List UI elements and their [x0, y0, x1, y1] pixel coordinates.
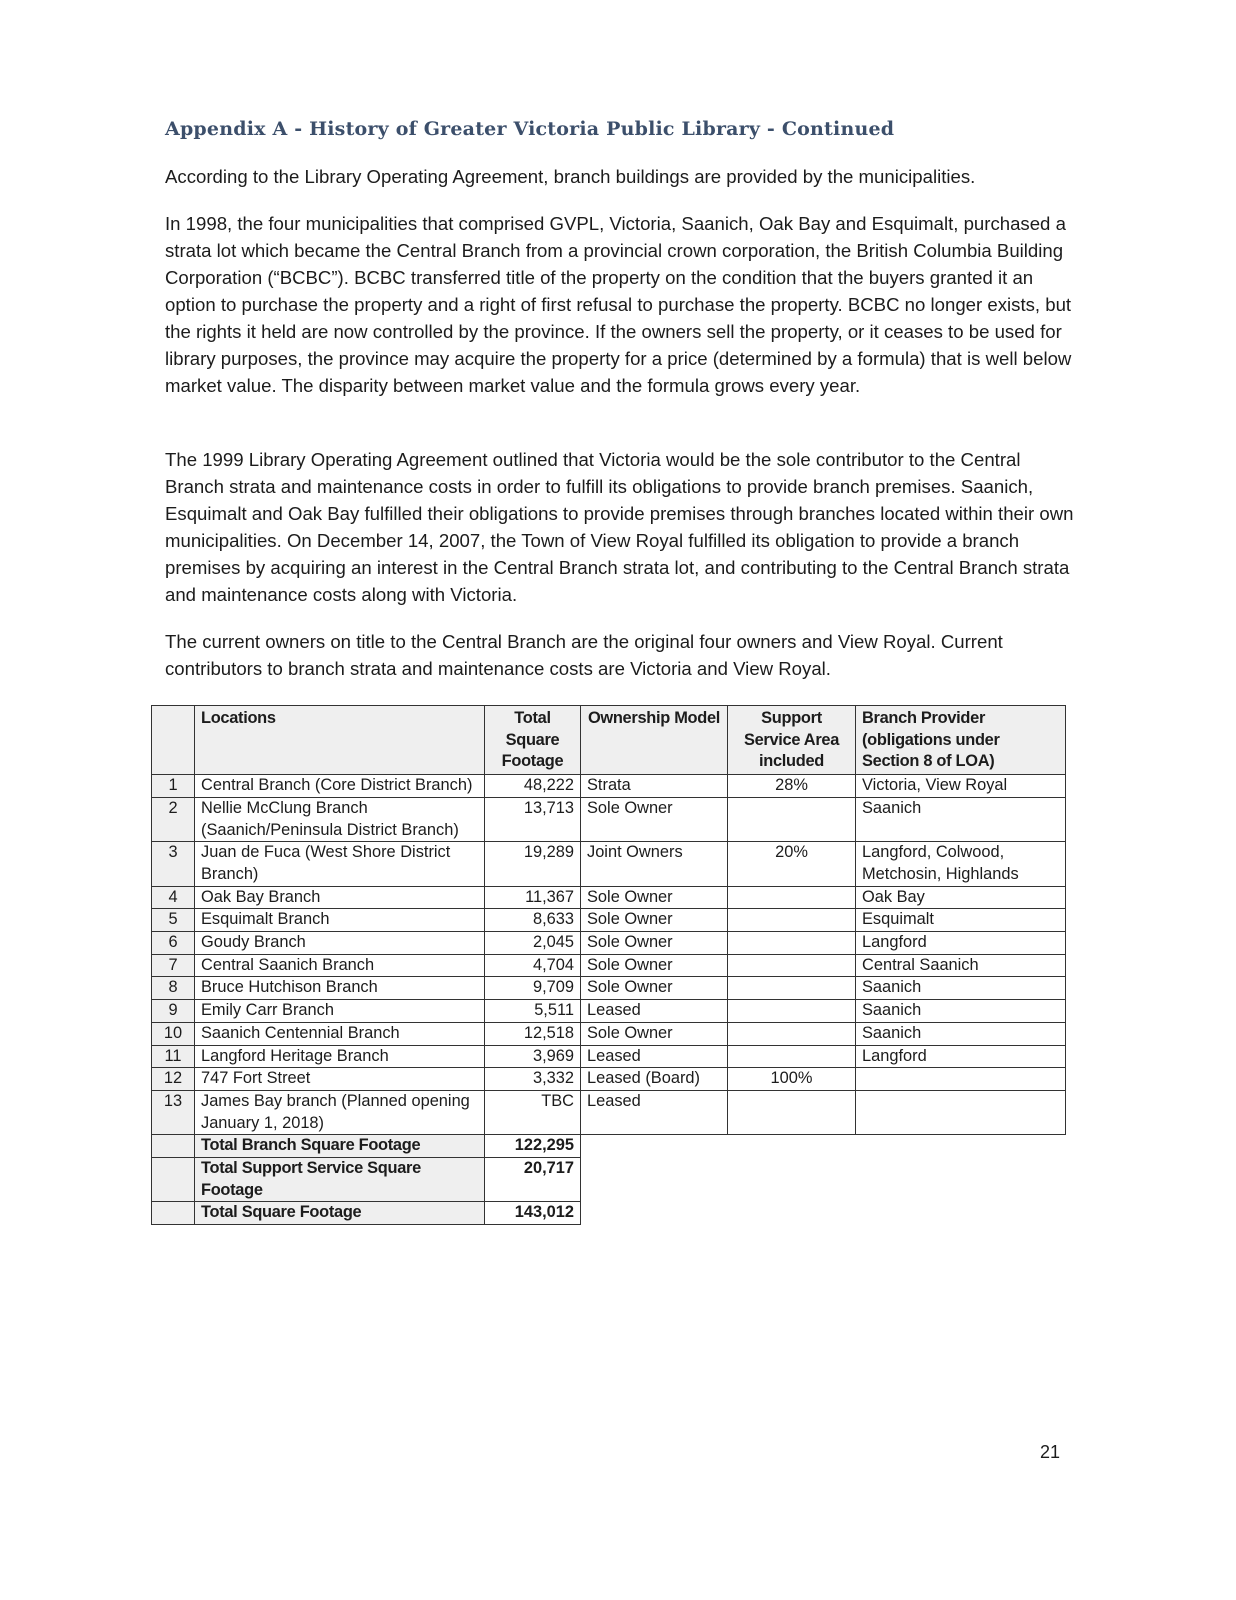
- row-number: 8: [152, 977, 195, 1000]
- table-row: [152, 954, 1066, 977]
- row-branch-provider: [856, 1090, 1066, 1134]
- paragraph-operating-agreement: The 1999 Library Operating Agreement outlined that Victoria would be the sole contributor to the Central Branch strata and maintenance costs in order to fulfill its obligations to provide branch premises. Saanich, Esquimalt and Oak Bay fulfilled their obligations to provide premises through branches located within their own municipalities. On December 14, 2007, the Town of View Royal fulfilled its obligation to provide a branch premises by acquiring an interest in the Central Branch strata lot, and contributing to the Central Branch strata and maintenance costs along with Victoria.: [165, 449, 1074, 605]
- table-row: [152, 886, 1066, 909]
- total-row-number: [152, 1158, 195, 1202]
- page-number: 21: [1040, 1442, 1061, 1462]
- row-square-footage: 3,969: [485, 1045, 581, 1068]
- row-location: Langford Heritage Branch: [195, 1045, 485, 1068]
- row-number: 6: [152, 932, 195, 955]
- row-branch-provider: Victoria, View Royal: [856, 775, 1066, 798]
- row-number: 13: [152, 1090, 195, 1134]
- row-location: Esquimalt Branch: [195, 909, 485, 932]
- row-square-footage: 4,704: [485, 954, 581, 977]
- total-value: 143,012: [485, 1202, 581, 1225]
- row-number: 5: [152, 909, 195, 932]
- table-body: [152, 775, 1066, 1225]
- row-ownership-model: Sole Owner: [581, 954, 728, 977]
- row-support-service-area: 100%: [728, 1068, 856, 1091]
- header-locations: Locations: [195, 706, 485, 775]
- row-location: Nellie McClung Branch (Saanich/Peninsula District Branch): [195, 797, 485, 841]
- total-value: 122,295: [485, 1135, 581, 1158]
- table-row: [152, 1022, 1066, 1045]
- paragraph-branch-buildings: According to the Library Operating Agreement, branch buildings are provided by the municipalities.: [165, 166, 976, 187]
- row-location: Emily Carr Branch: [195, 1000, 485, 1023]
- row-ownership-model: Joint Owners: [581, 842, 728, 886]
- row-ownership-model: Sole Owner: [581, 1022, 728, 1045]
- total-row: [152, 1158, 1066, 1202]
- table-row: [152, 977, 1066, 1000]
- table-row: [152, 1000, 1066, 1023]
- row-support-service-area: 20%: [728, 842, 856, 886]
- row-location: Juan de Fuca (West Shore District Branch): [195, 842, 485, 886]
- row-number: 10: [152, 1022, 195, 1045]
- row-location: Oak Bay Branch: [195, 886, 485, 909]
- row-number: 3: [152, 842, 195, 886]
- row-branch-provider: Langford: [856, 1045, 1066, 1068]
- row-ownership-model: Sole Owner: [581, 932, 728, 955]
- table-row: [152, 1045, 1066, 1068]
- row-number: 9: [152, 1000, 195, 1023]
- header-ownership-model: Ownership Model: [581, 706, 728, 775]
- row-number: 7: [152, 954, 195, 977]
- table-row: [152, 775, 1066, 798]
- row-square-footage: TBC: [485, 1090, 581, 1134]
- row-location: Saanich Centennial Branch: [195, 1022, 485, 1045]
- row-square-footage: 5,511: [485, 1000, 581, 1023]
- total-value: 20,717: [485, 1158, 581, 1202]
- row-square-footage: 11,367: [485, 886, 581, 909]
- row-ownership-model: Leased (Board): [581, 1068, 728, 1091]
- row-ownership-model: Leased: [581, 1090, 728, 1134]
- table-row: [152, 909, 1066, 932]
- total-row: [152, 1202, 1066, 1225]
- row-square-footage: 2,045: [485, 932, 581, 955]
- row-square-footage: 48,222: [485, 775, 581, 798]
- total-row-number: [152, 1202, 195, 1225]
- row-location: Bruce Hutchison Branch: [195, 977, 485, 1000]
- row-support-service-area: [728, 932, 856, 955]
- row-location: 747 Fort Street: [195, 1068, 485, 1091]
- row-support-service-area: [728, 1022, 856, 1045]
- table-row: [152, 932, 1066, 955]
- row-number: 11: [152, 1045, 195, 1068]
- row-ownership-model: Leased: [581, 1000, 728, 1023]
- row-ownership-model: Sole Owner: [581, 797, 728, 841]
- row-branch-provider: Oak Bay: [856, 886, 1066, 909]
- table-row: [152, 797, 1066, 841]
- row-support-service-area: [728, 954, 856, 977]
- row-location: Central Branch (Core District Branch): [195, 775, 485, 798]
- row-branch-provider: Esquimalt: [856, 909, 1066, 932]
- row-square-footage: 19,289: [485, 842, 581, 886]
- row-ownership-model: Leased: [581, 1045, 728, 1068]
- row-number: 12: [152, 1068, 195, 1091]
- row-number: 1: [152, 775, 195, 798]
- row-location: Central Saanich Branch: [195, 954, 485, 977]
- table-row: [152, 1090, 1066, 1134]
- row-support-service-area: [728, 977, 856, 1000]
- row-branch-provider: [856, 1068, 1066, 1091]
- row-number: 4: [152, 886, 195, 909]
- row-support-service-area: [728, 886, 856, 909]
- total-label: Total Support Service Square Footage: [195, 1158, 485, 1202]
- row-support-service-area: [728, 1000, 856, 1023]
- total-row-number: [152, 1135, 195, 1158]
- row-location: James Bay branch (Planned opening January 1, 2018): [195, 1090, 485, 1134]
- row-ownership-model: Sole Owner: [581, 909, 728, 932]
- paragraph-current-owners: The current owners on title to the Central Branch are the original four owners and View Royal. Current contributors to branch strata and maintenance costs are Victoria and View Royal.: [165, 631, 1003, 679]
- row-support-service-area: [728, 797, 856, 841]
- total-label: Total Branch Square Footage: [195, 1135, 485, 1158]
- row-branch-provider: Central Saanich: [856, 954, 1066, 977]
- row-support-service-area: [728, 1090, 856, 1134]
- row-branch-provider: Saanich: [856, 1022, 1066, 1045]
- row-support-service-area: [728, 1045, 856, 1068]
- page-heading: Appendix A - History of Greater Victoria Public Library - Continued: [165, 118, 895, 140]
- total-row-spacer: [581, 1158, 1066, 1202]
- row-square-footage: 8,633: [485, 909, 581, 932]
- branch-square-footage-table: [151, 705, 1066, 1225]
- table-row: [152, 842, 1066, 886]
- table-row: [152, 1068, 1066, 1091]
- row-ownership-model: Sole Owner: [581, 886, 728, 909]
- total-row-spacer: [581, 1135, 1066, 1158]
- row-ownership-model: Strata: [581, 775, 728, 798]
- row-square-footage: 3,332: [485, 1068, 581, 1091]
- row-support-service-area: 28%: [728, 775, 856, 798]
- row-branch-provider: Langford, Colwood, Metchosin, Highlands: [856, 842, 1066, 886]
- row-branch-provider: Langford: [856, 932, 1066, 955]
- table-header-row: [152, 706, 1066, 775]
- row-square-footage: 9,709: [485, 977, 581, 1000]
- row-branch-provider: Saanich: [856, 797, 1066, 841]
- total-row-spacer: [581, 1202, 1066, 1225]
- total-label: Total Square Footage: [195, 1202, 485, 1225]
- paragraph-strata-purchase: In 1998, the four municipalities that comprised GVPL, Victoria, Saanich, Oak Bay and Esquimalt, purchased a strata lot which became the Central Branch from a provincial crown corporation, the British Columbia Building Corporation (“BCBC”). BCBC transferred title of the property on the condition that the buyers granted it an option to purchase the property and a right of first refusal to purchase the property. BCBC no longer exists, but the rights it held are now controlled by the province. If the owners sell the property, or it ceases to be used for library purposes, the province may acquire the property for a price (determined by a formula) that is well below market value. The disparity between market value and the formula grows every year.: [165, 213, 1072, 396]
- header-number: [152, 706, 195, 775]
- header-branch-provider: Branch Provider (obligations under Section 8 of LOA): [856, 706, 1066, 775]
- row-square-footage: 12,518: [485, 1022, 581, 1045]
- row-support-service-area: [728, 909, 856, 932]
- row-ownership-model: Sole Owner: [581, 977, 728, 1000]
- row-branch-provider: Saanich: [856, 1000, 1066, 1023]
- row-number: 2: [152, 797, 195, 841]
- row-square-footage: 13,713: [485, 797, 581, 841]
- header-support-service-area: Support Service Area included: [728, 706, 856, 775]
- row-branch-provider: Saanich: [856, 977, 1066, 1000]
- row-location: Goudy Branch: [195, 932, 485, 955]
- header-total-square-footage: Total Square Footage: [485, 706, 581, 775]
- total-row: [152, 1135, 1066, 1158]
